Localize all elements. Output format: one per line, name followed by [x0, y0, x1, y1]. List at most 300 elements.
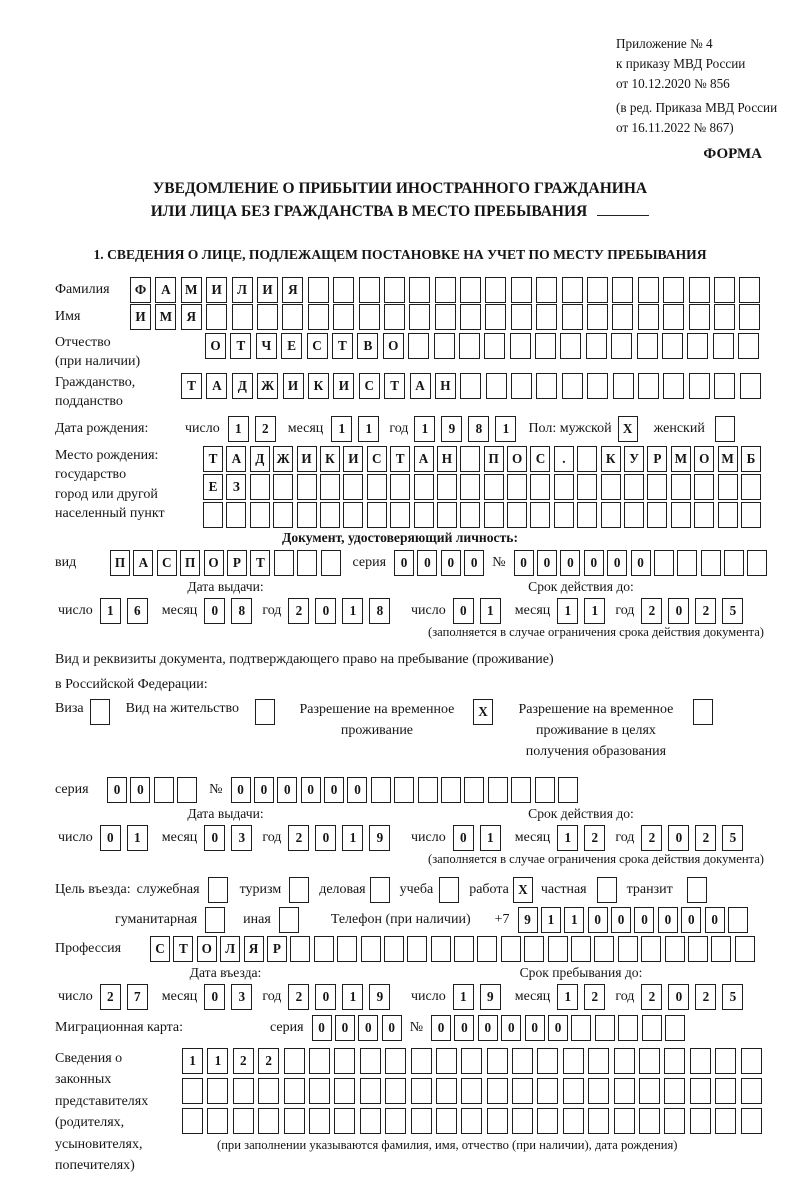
char-cell[interactable]: [460, 373, 481, 399]
char-cell[interactable]: [460, 474, 480, 500]
char-cell[interactable]: [207, 1108, 228, 1134]
char-cell[interactable]: [563, 1108, 584, 1134]
char-cell[interactable]: Е: [203, 474, 223, 500]
char-cell[interactable]: [664, 1078, 685, 1104]
char-cell[interactable]: [297, 550, 317, 576]
char-cell[interactable]: 1: [480, 598, 501, 624]
purpose-business-checkbox[interactable]: [370, 877, 390, 903]
char-cell[interactable]: 0: [382, 1015, 402, 1041]
char-cell[interactable]: .: [554, 446, 574, 472]
char-cell[interactable]: 0: [560, 550, 580, 576]
char-cell[interactable]: 2: [641, 984, 662, 1010]
migration-series-cells[interactable]: [312, 1015, 402, 1041]
char-cell[interactable]: 2: [288, 984, 309, 1010]
char-cell[interactable]: [460, 502, 480, 528]
char-cell[interactable]: [537, 1078, 558, 1104]
char-cell[interactable]: Е: [281, 333, 302, 359]
char-cell[interactable]: [647, 474, 667, 500]
char-cell[interactable]: 8: [231, 598, 252, 624]
char-cell[interactable]: [460, 304, 481, 330]
char-cell[interactable]: [460, 277, 481, 303]
char-cell[interactable]: 1: [342, 598, 363, 624]
char-cell[interactable]: 0: [335, 1015, 355, 1041]
char-cell[interactable]: [371, 777, 391, 803]
char-cell[interactable]: 1: [557, 598, 578, 624]
char-cell[interactable]: Т: [181, 373, 202, 399]
char-cell[interactable]: [258, 1078, 279, 1104]
char-cell[interactable]: [273, 474, 293, 500]
surname-cells[interactable]: [130, 277, 760, 303]
char-cell[interactable]: [536, 373, 557, 399]
char-cell[interactable]: [594, 936, 614, 962]
char-cell[interactable]: [321, 550, 341, 576]
char-cell[interactable]: М: [671, 446, 691, 472]
char-cell[interactable]: 1: [557, 984, 578, 1010]
char-cell[interactable]: [714, 373, 735, 399]
char-cell[interactable]: Д: [250, 446, 270, 472]
char-cell[interactable]: [320, 474, 340, 500]
char-cell[interactable]: А: [226, 446, 246, 472]
char-cell[interactable]: [711, 936, 731, 962]
char-cell[interactable]: И: [130, 304, 151, 330]
char-cell[interactable]: [639, 1048, 660, 1074]
valid-month-cells[interactable]: [557, 825, 605, 851]
char-cell[interactable]: [587, 304, 608, 330]
char-cell[interactable]: 5: [722, 598, 743, 624]
char-cell[interactable]: [250, 474, 270, 500]
char-cell[interactable]: 0: [668, 598, 689, 624]
char-cell[interactable]: З: [226, 474, 246, 500]
char-cell[interactable]: [638, 277, 659, 303]
char-cell[interactable]: [206, 304, 227, 330]
char-cell[interactable]: [738, 333, 759, 359]
char-cell[interactable]: 0: [478, 1015, 498, 1041]
char-cell[interactable]: [739, 277, 760, 303]
char-cell[interactable]: [484, 474, 504, 500]
char-cell[interactable]: О: [507, 446, 527, 472]
char-cell[interactable]: [530, 474, 550, 500]
char-cell[interactable]: [563, 1078, 584, 1104]
char-cell[interactable]: [284, 1048, 305, 1074]
char-cell[interactable]: [454, 936, 474, 962]
citizenship-cells[interactable]: [181, 373, 761, 399]
char-cell[interactable]: 2: [288, 825, 309, 851]
issue-month-cells[interactable]: [204, 825, 252, 851]
purpose-study-checkbox[interactable]: [439, 877, 459, 903]
residence-series-cells[interactable]: [107, 777, 197, 803]
char-cell[interactable]: [535, 777, 555, 803]
char-cell[interactable]: [554, 474, 574, 500]
char-cell[interactable]: [488, 777, 508, 803]
char-cell[interactable]: [512, 1048, 533, 1074]
entry-day-cells[interactable]: [100, 984, 148, 1010]
purpose-tourism-checkbox[interactable]: [289, 877, 309, 903]
char-cell[interactable]: [741, 474, 761, 500]
issue-day-cells[interactable]: [100, 825, 148, 851]
char-cell[interactable]: [618, 936, 638, 962]
char-cell[interactable]: 0: [107, 777, 127, 803]
char-cell[interactable]: 2: [641, 825, 662, 851]
char-cell[interactable]: [639, 1108, 660, 1134]
char-cell[interactable]: 5: [722, 984, 743, 1010]
char-cell[interactable]: [384, 936, 404, 962]
char-cell[interactable]: [250, 502, 270, 528]
char-cell[interactable]: [524, 936, 544, 962]
char-cell[interactable]: [367, 502, 387, 528]
char-cell[interactable]: 2: [695, 825, 716, 851]
char-cell[interactable]: О: [205, 333, 226, 359]
char-cell[interactable]: [486, 373, 507, 399]
char-cell[interactable]: [612, 304, 633, 330]
char-cell[interactable]: 1: [557, 825, 578, 851]
char-cell[interactable]: [724, 550, 744, 576]
char-cell[interactable]: 0: [453, 598, 474, 624]
char-cell[interactable]: [436, 1108, 457, 1134]
char-cell[interactable]: [314, 936, 334, 962]
char-cell[interactable]: Т: [384, 373, 405, 399]
char-cell[interactable]: 0: [668, 825, 689, 851]
char-cell[interactable]: 0: [204, 984, 225, 1010]
char-cell[interactable]: Я: [282, 277, 303, 303]
char-cell[interactable]: [274, 550, 294, 576]
char-cell[interactable]: [257, 304, 278, 330]
char-cell[interactable]: С: [359, 373, 380, 399]
char-cell[interactable]: 0: [431, 1015, 451, 1041]
char-cell[interactable]: Ж: [273, 446, 293, 472]
char-cell[interactable]: 2: [695, 598, 716, 624]
char-cell[interactable]: [671, 474, 691, 500]
char-cell[interactable]: 8: [468, 416, 489, 442]
char-cell[interactable]: Л: [232, 277, 253, 303]
char-cell[interactable]: [688, 936, 708, 962]
char-cell[interactable]: [747, 550, 767, 576]
char-cell[interactable]: [436, 1078, 457, 1104]
char-cell[interactable]: [384, 277, 405, 303]
char-cell[interactable]: [411, 1078, 432, 1104]
char-cell[interactable]: С: [307, 333, 328, 359]
char-cell[interactable]: [487, 1108, 508, 1134]
char-cell[interactable]: [511, 373, 532, 399]
char-cell[interactable]: [409, 304, 430, 330]
char-cell[interactable]: [385, 1078, 406, 1104]
char-cell[interactable]: [641, 936, 661, 962]
char-cell[interactable]: 0: [315, 825, 336, 851]
char-cell[interactable]: О: [197, 936, 217, 962]
visa-checkbox[interactable]: [90, 699, 110, 725]
char-cell[interactable]: [739, 304, 760, 330]
char-cell[interactable]: [484, 333, 505, 359]
patronymic-cells[interactable]: [205, 333, 759, 359]
char-cell[interactable]: [690, 1048, 711, 1074]
char-cell[interactable]: [537, 1048, 558, 1074]
char-cell[interactable]: 7: [127, 984, 148, 1010]
char-cell[interactable]: [530, 502, 550, 528]
char-cell[interactable]: [510, 333, 531, 359]
char-cell[interactable]: 1: [564, 907, 584, 933]
char-cell[interactable]: [418, 777, 438, 803]
char-cell[interactable]: 1: [541, 907, 561, 933]
char-cell[interactable]: [638, 373, 659, 399]
char-cell[interactable]: [558, 777, 578, 803]
char-cell[interactable]: 6: [127, 598, 148, 624]
char-cell[interactable]: [343, 502, 363, 528]
char-cell[interactable]: 0: [584, 550, 604, 576]
issue-month-cells[interactable]: [204, 598, 252, 624]
char-cell[interactable]: [333, 277, 354, 303]
male-checkbox[interactable]: X: [618, 416, 638, 442]
char-cell[interactable]: [548, 936, 568, 962]
char-cell[interactable]: [464, 777, 484, 803]
char-cell[interactable]: [394, 777, 414, 803]
char-cell[interactable]: [713, 333, 734, 359]
char-cell[interactable]: 2: [258, 1048, 279, 1074]
char-cell[interactable]: [226, 502, 246, 528]
char-cell[interactable]: [663, 277, 684, 303]
char-cell[interactable]: М: [718, 446, 738, 472]
char-cell[interactable]: [233, 1108, 254, 1134]
residence-permit-checkbox[interactable]: [255, 699, 275, 725]
char-cell[interactable]: [511, 304, 532, 330]
char-cell[interactable]: 1: [453, 984, 474, 1010]
char-cell[interactable]: [282, 304, 303, 330]
char-cell[interactable]: 0: [315, 984, 336, 1010]
char-cell[interactable]: 9: [369, 984, 390, 1010]
char-cell[interactable]: [735, 936, 755, 962]
char-cell[interactable]: [715, 1108, 736, 1134]
char-cell[interactable]: И: [333, 373, 354, 399]
char-cell[interactable]: Н: [437, 446, 457, 472]
char-cell[interactable]: 0: [631, 550, 651, 576]
char-cell[interactable]: Т: [390, 446, 410, 472]
valid-day-cells[interactable]: [453, 825, 501, 851]
char-cell[interactable]: 1: [414, 416, 435, 442]
char-cell[interactable]: [360, 1078, 381, 1104]
char-cell[interactable]: 2: [288, 598, 309, 624]
char-cell[interactable]: 0: [514, 550, 534, 576]
char-cell[interactable]: Ч: [256, 333, 277, 359]
char-cell[interactable]: 9: [480, 984, 501, 1010]
char-cell[interactable]: [461, 1078, 482, 1104]
char-cell[interactable]: А: [155, 277, 176, 303]
char-cell[interactable]: [671, 502, 691, 528]
char-cell[interactable]: [611, 333, 632, 359]
char-cell[interactable]: 0: [315, 598, 336, 624]
char-cell[interactable]: [512, 1108, 533, 1134]
char-cell[interactable]: Т: [230, 333, 251, 359]
valid-year-cells[interactable]: [641, 598, 743, 624]
char-cell[interactable]: 1: [207, 1048, 228, 1074]
char-cell[interactable]: [360, 1108, 381, 1134]
char-cell[interactable]: 0: [277, 777, 297, 803]
char-cell[interactable]: [638, 304, 659, 330]
char-cell[interactable]: [431, 936, 451, 962]
char-cell[interactable]: [563, 1048, 584, 1074]
firstname-cells[interactable]: [130, 304, 760, 330]
char-cell[interactable]: 0: [358, 1015, 378, 1041]
char-cell[interactable]: [601, 502, 621, 528]
char-cell[interactable]: [507, 474, 527, 500]
char-cell[interactable]: 3: [231, 984, 252, 1010]
char-cell[interactable]: [715, 1048, 736, 1074]
char-cell[interactable]: 0: [705, 907, 725, 933]
char-cell[interactable]: [308, 277, 329, 303]
char-cell[interactable]: [284, 1108, 305, 1134]
temp-residence-checkbox[interactable]: X: [473, 699, 493, 725]
char-cell[interactable]: [560, 333, 581, 359]
char-cell[interactable]: Т: [332, 333, 353, 359]
char-cell[interactable]: [308, 304, 329, 330]
char-cell[interactable]: [487, 1078, 508, 1104]
birth-month-cells[interactable]: [331, 416, 379, 442]
char-cell[interactable]: 0: [464, 550, 484, 576]
char-cell[interactable]: [511, 777, 531, 803]
char-cell[interactable]: [728, 907, 748, 933]
char-cell[interactable]: [485, 277, 506, 303]
char-cell[interactable]: У: [624, 446, 644, 472]
char-cell[interactable]: 2: [100, 984, 121, 1010]
char-cell[interactable]: [690, 1108, 711, 1134]
char-cell[interactable]: А: [133, 550, 153, 576]
char-cell[interactable]: [407, 936, 427, 962]
char-cell[interactable]: В: [357, 333, 378, 359]
char-cell[interactable]: [484, 502, 504, 528]
char-cell[interactable]: 1: [182, 1048, 203, 1074]
char-cell[interactable]: 1: [480, 825, 501, 851]
residence-number-cells[interactable]: [231, 777, 578, 803]
char-cell[interactable]: 1: [342, 984, 363, 1010]
entry-year-cells[interactable]: [288, 984, 390, 1010]
char-cell[interactable]: [612, 277, 633, 303]
char-cell[interactable]: 9: [369, 825, 390, 851]
char-cell[interactable]: 0: [231, 777, 251, 803]
char-cell[interactable]: [642, 1015, 662, 1041]
char-cell[interactable]: Я: [244, 936, 264, 962]
char-cell[interactable]: О: [383, 333, 404, 359]
char-cell[interactable]: Т: [250, 550, 270, 576]
char-cell[interactable]: [359, 277, 380, 303]
char-cell[interactable]: [537, 1108, 558, 1134]
char-cell[interactable]: [562, 373, 583, 399]
doc-kind-cells[interactable]: [110, 550, 341, 576]
char-cell[interactable]: С: [530, 446, 550, 472]
char-cell[interactable]: Ф: [130, 277, 151, 303]
char-cell[interactable]: [477, 936, 497, 962]
char-cell[interactable]: [297, 474, 317, 500]
char-cell[interactable]: [665, 1015, 685, 1041]
char-cell[interactable]: 1: [342, 825, 363, 851]
char-cell[interactable]: [637, 333, 658, 359]
char-cell[interactable]: П: [180, 550, 200, 576]
char-cell[interactable]: [437, 502, 457, 528]
char-cell[interactable]: А: [206, 373, 227, 399]
purpose-official-checkbox[interactable]: [208, 877, 228, 903]
char-cell[interactable]: [624, 474, 644, 500]
char-cell[interactable]: Я: [181, 304, 202, 330]
char-cell[interactable]: [487, 1048, 508, 1074]
char-cell[interactable]: [384, 304, 405, 330]
char-cell[interactable]: [741, 1078, 762, 1104]
migration-number-cells[interactable]: [431, 1015, 685, 1041]
female-checkbox[interactable]: [715, 416, 735, 442]
char-cell[interactable]: [694, 474, 714, 500]
doc-series-cells[interactable]: [394, 550, 484, 576]
char-cell[interactable]: И: [343, 446, 363, 472]
char-cell[interactable]: [333, 304, 354, 330]
char-cell[interactable]: 0: [454, 1015, 474, 1041]
char-cell[interactable]: О: [694, 446, 714, 472]
char-cell[interactable]: 0: [501, 1015, 521, 1041]
char-cell[interactable]: [587, 373, 608, 399]
char-cell[interactable]: 2: [695, 984, 716, 1010]
char-cell[interactable]: 0: [525, 1015, 545, 1041]
char-cell[interactable]: [588, 1048, 609, 1074]
char-cell[interactable]: [334, 1108, 355, 1134]
issue-year-cells[interactable]: [288, 598, 390, 624]
char-cell[interactable]: 0: [681, 907, 701, 933]
char-cell[interactable]: 0: [394, 550, 414, 576]
birthplace-cells-row3[interactable]: [203, 502, 761, 528]
doc-number-cells[interactable]: [514, 550, 768, 576]
char-cell[interactable]: И: [206, 277, 227, 303]
char-cell[interactable]: [741, 1048, 762, 1074]
char-cell[interactable]: 2: [255, 416, 276, 442]
char-cell[interactable]: [614, 1108, 635, 1134]
char-cell[interactable]: [343, 474, 363, 500]
char-cell[interactable]: 0: [548, 1015, 568, 1041]
char-cell[interactable]: [740, 373, 761, 399]
char-cell[interactable]: С: [157, 550, 177, 576]
purpose-private-checkbox[interactable]: [597, 877, 617, 903]
char-cell[interactable]: [689, 277, 710, 303]
char-cell[interactable]: 0: [441, 550, 461, 576]
profession-cells[interactable]: [150, 936, 755, 962]
char-cell[interactable]: 0: [312, 1015, 332, 1041]
char-cell[interactable]: [664, 1108, 685, 1134]
char-cell[interactable]: [411, 1108, 432, 1134]
char-cell[interactable]: 9: [441, 416, 462, 442]
char-cell[interactable]: 0: [588, 907, 608, 933]
char-cell[interactable]: 1: [584, 598, 605, 624]
char-cell[interactable]: [687, 333, 708, 359]
purpose-work-checkbox[interactable]: X: [513, 877, 533, 903]
phone-cells[interactable]: [518, 907, 749, 933]
char-cell[interactable]: [614, 1048, 635, 1074]
char-cell[interactable]: М: [155, 304, 176, 330]
char-cell[interactable]: [618, 1015, 638, 1041]
char-cell[interactable]: [461, 1108, 482, 1134]
char-cell[interactable]: [334, 1078, 355, 1104]
char-cell[interactable]: [337, 936, 357, 962]
char-cell[interactable]: 0: [537, 550, 557, 576]
char-cell[interactable]: 0: [417, 550, 437, 576]
char-cell[interactable]: 1: [127, 825, 148, 851]
char-cell[interactable]: 8: [369, 598, 390, 624]
char-cell[interactable]: [562, 304, 583, 330]
char-cell[interactable]: [460, 446, 480, 472]
char-cell[interactable]: Л: [220, 936, 240, 962]
char-cell[interactable]: [273, 502, 293, 528]
char-cell[interactable]: [459, 333, 480, 359]
char-cell[interactable]: [203, 502, 223, 528]
char-cell[interactable]: [586, 333, 607, 359]
char-cell[interactable]: 1: [228, 416, 249, 442]
char-cell[interactable]: О: [204, 550, 224, 576]
char-cell[interactable]: [385, 1108, 406, 1134]
char-cell[interactable]: [577, 446, 597, 472]
char-cell[interactable]: 2: [641, 598, 662, 624]
char-cell[interactable]: 0: [611, 907, 631, 933]
char-cell[interactable]: 0: [100, 825, 121, 851]
